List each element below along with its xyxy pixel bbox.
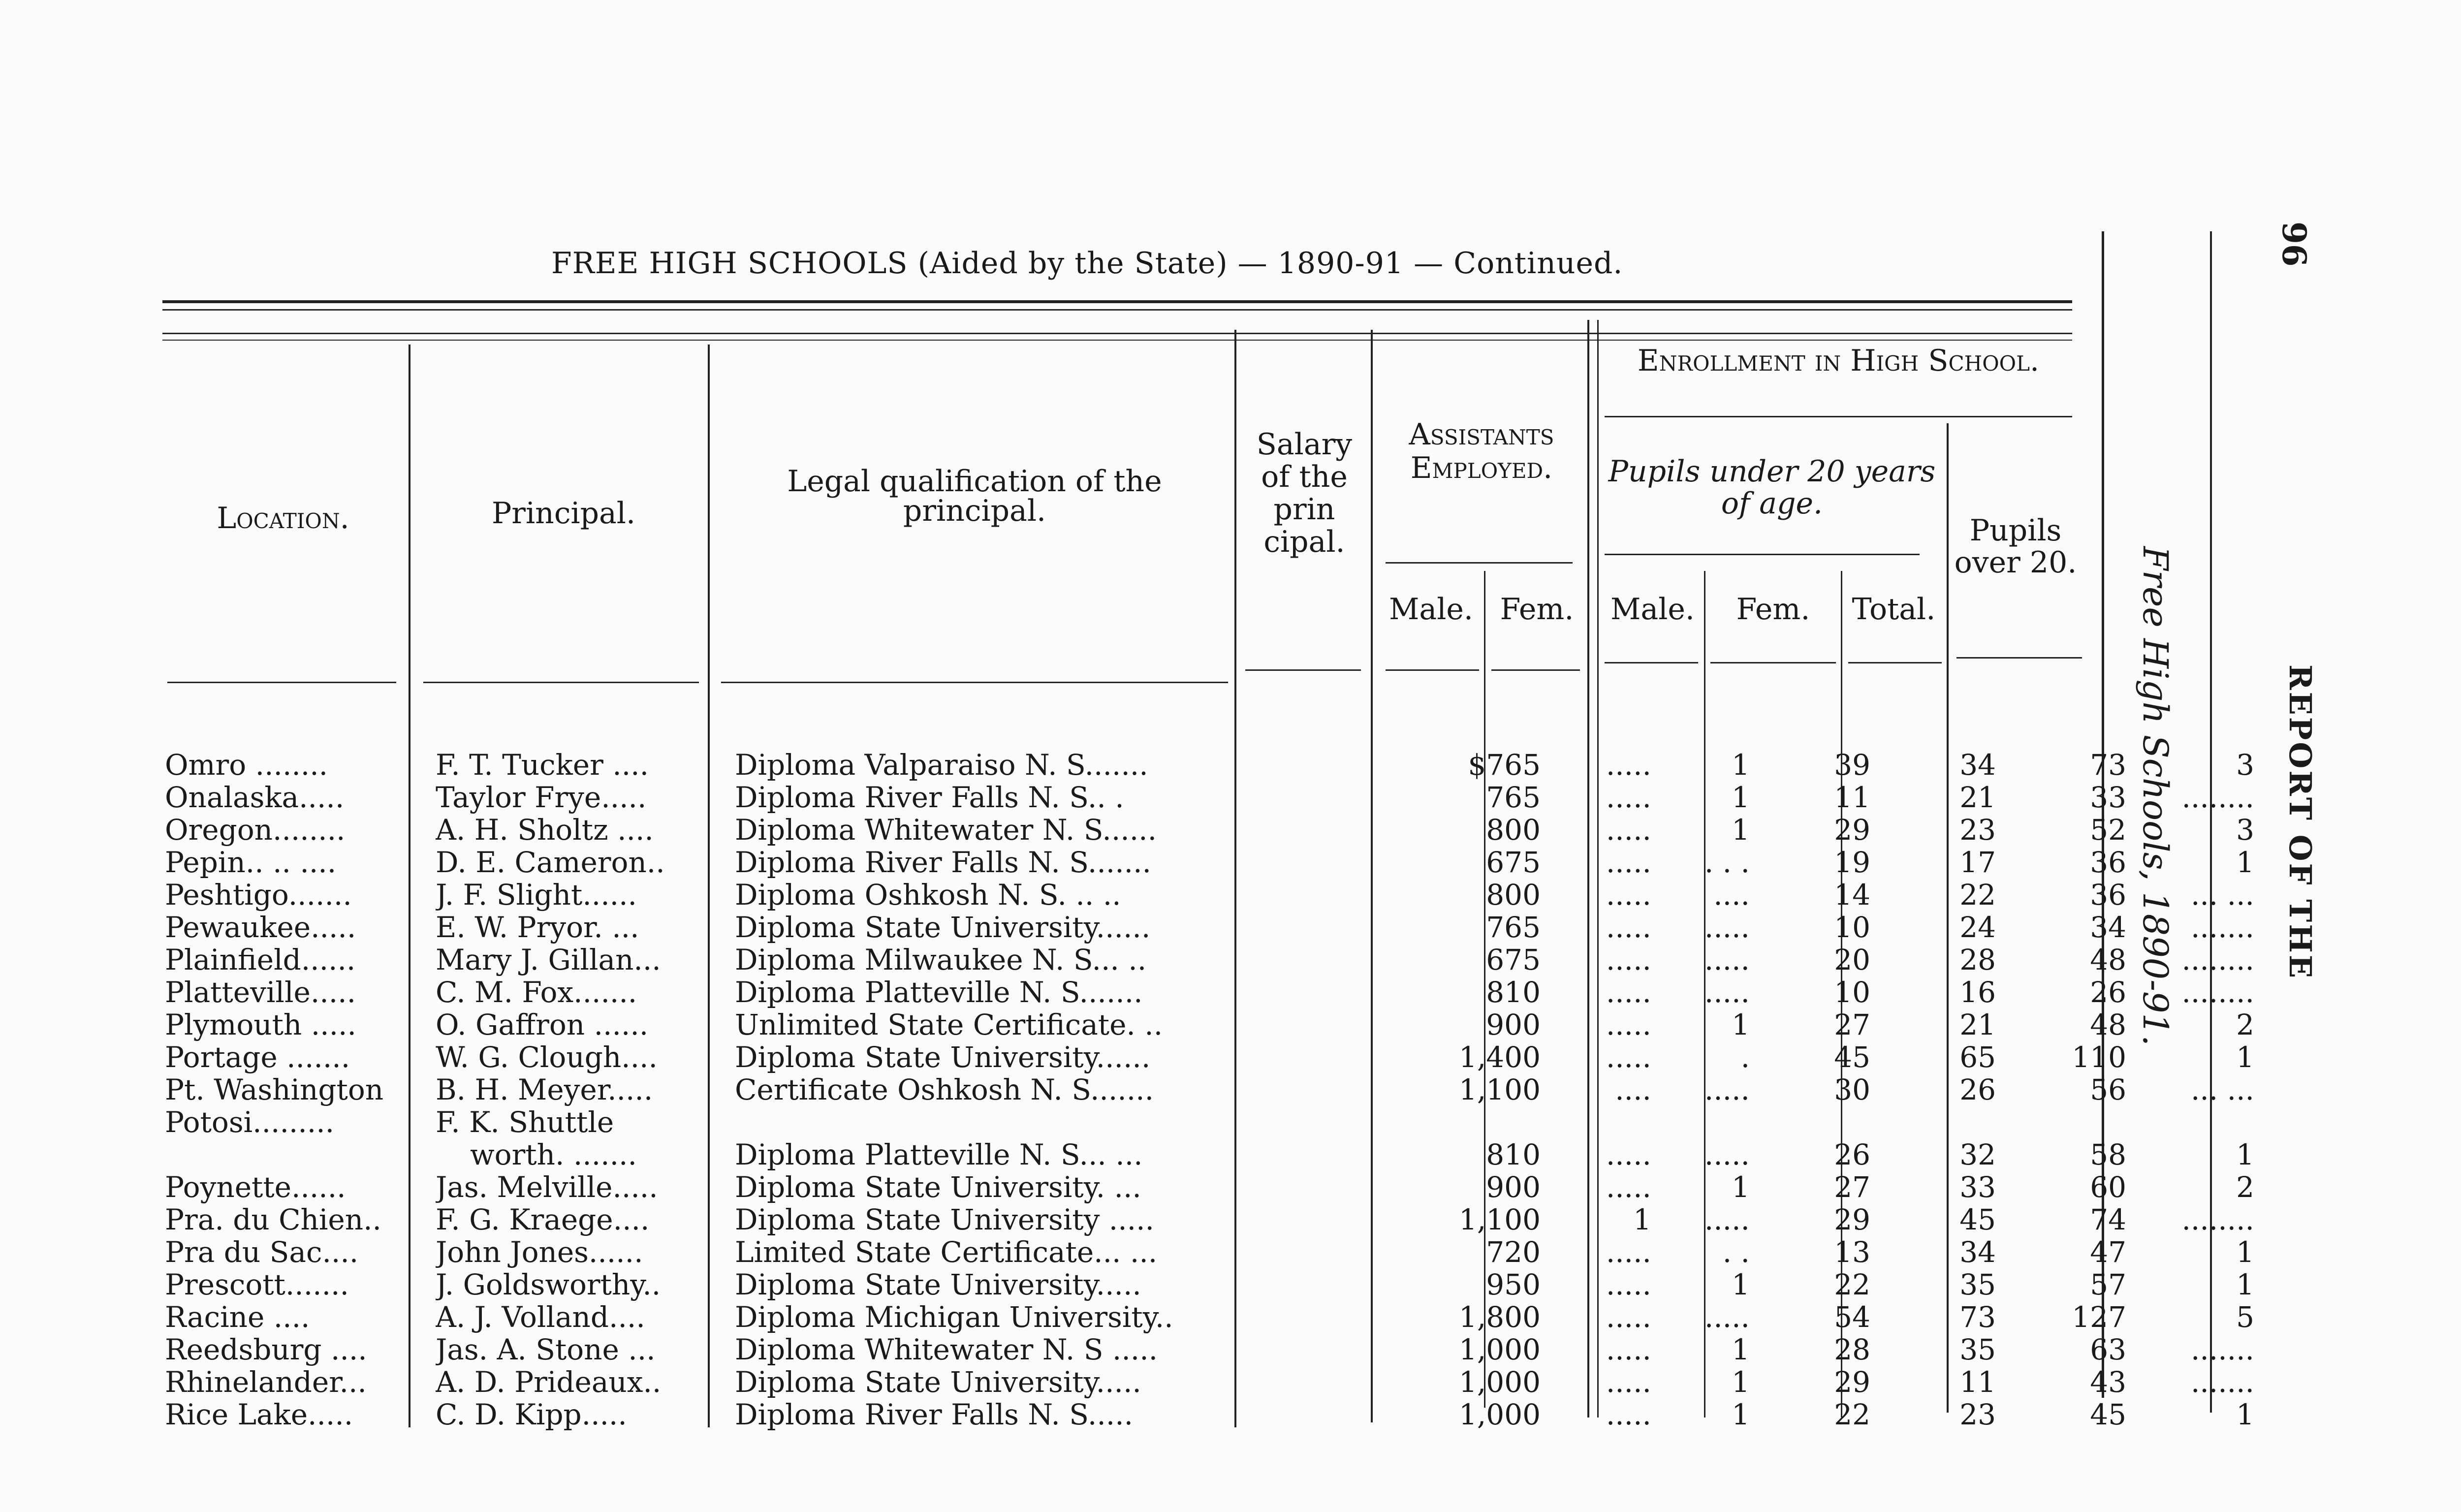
- assist-fem-cell: 1: [1732, 1008, 1750, 1041]
- enr-male-cell: 11: [1834, 781, 1870, 814]
- assist-male-cell: .....: [1606, 1268, 1651, 1301]
- salary-cell: 800: [1486, 878, 1541, 912]
- assist-fem-cell: 1: [1732, 813, 1750, 847]
- enr-male-cell: 39: [1834, 748, 1870, 782]
- enr-male-cell: 14: [1834, 878, 1870, 912]
- over20-cell: .......: [2190, 1333, 2254, 1366]
- qualification-cell: Diploma State University.....: [735, 1268, 1141, 1301]
- salary-cell: 900: [1486, 1008, 1541, 1041]
- principal-cell: John Jones......: [436, 1235, 643, 1269]
- over20-cell: 3: [2236, 813, 2254, 847]
- location-cell: Oregon........: [165, 813, 346, 847]
- enr-total-cell: 48: [2090, 943, 2126, 976]
- header-enrollment: Enrollment in High School.: [1637, 344, 2040, 378]
- principal-cell: J. F. Slight......: [436, 878, 637, 912]
- location-cell: Platteville.....: [165, 976, 356, 1009]
- header-bottom-rule: [1956, 657, 2082, 659]
- enr-male-cell: 29: [1834, 1365, 1870, 1399]
- table-row: [165, 1398, 2254, 1431]
- location-cell: Potosi.........: [165, 1105, 335, 1139]
- enr-fem-cell: 22: [1959, 878, 1996, 912]
- enr-total-cell: 33: [2090, 781, 2126, 814]
- over20-cell: 3: [2236, 748, 2254, 782]
- assist-male-cell: .....: [1606, 1008, 1651, 1041]
- header-assist-fem: Fem.: [1500, 592, 1574, 627]
- over20-cell: ........: [2181, 781, 2254, 814]
- salary-cell: 900: [1486, 1170, 1541, 1204]
- location-cell: Rhinelander...: [165, 1365, 367, 1399]
- location-cell: Pewaukee.....: [165, 911, 356, 944]
- qualification-cell: Diploma Oshkosh N. S. .. ..: [735, 878, 1121, 912]
- principal-cell: B. H. Meyer.....: [436, 1073, 653, 1106]
- enr-fem-cell: 35: [1959, 1268, 1996, 1301]
- enr-total-cell: 48: [2090, 1008, 2126, 1041]
- header-qualification-2: principal.: [903, 494, 1046, 528]
- over20-cell: 2: [2236, 1170, 2254, 1204]
- assist-male-cell: .....: [1606, 1333, 1651, 1366]
- report-title: REPORT OF THE: [2282, 664, 2318, 980]
- qualification-cell: Diploma Whitewater N. S .....: [735, 1333, 1158, 1366]
- page-number: 96: [2275, 221, 2313, 267]
- location-cell: Poynette......: [165, 1170, 346, 1204]
- over20-cell: 2: [2236, 1008, 2254, 1041]
- enr-total-cell: 110: [2072, 1040, 2126, 1074]
- table-row: [165, 1170, 2254, 1204]
- qualification-cell: Diploma Michigan University..: [735, 1300, 1173, 1334]
- table-row: [165, 1333, 2254, 1366]
- location-cell: Prescott.......: [165, 1268, 349, 1301]
- enr-fem-cell: 21: [1959, 781, 1996, 814]
- enr-male-cell: 10: [1834, 976, 1870, 1009]
- assist-fem-cell: .....: [1704, 1300, 1750, 1334]
- principal-cell: D. E. Cameron..: [436, 846, 665, 879]
- salary-cell: 765: [1486, 911, 1541, 944]
- table-row: [165, 1203, 2254, 1236]
- assist-fem-cell: 1: [1732, 1170, 1750, 1204]
- assist-fem-cell: .: [1740, 1040, 1750, 1074]
- assist-male-cell: .....: [1606, 878, 1651, 912]
- header-bottom-rule: [721, 682, 1228, 683]
- enr-male-cell: 30: [1834, 1073, 1870, 1106]
- table-row: [165, 1300, 2254, 1334]
- enr-total-cell: 74: [2090, 1203, 2126, 1236]
- assist-male-cell: .....: [1606, 813, 1651, 847]
- enr-total-cell: 43: [2090, 1365, 2126, 1399]
- qualification-cell: Diploma Platteville N. S.......: [735, 976, 1143, 1009]
- qualification-cell: Diploma River Falls N. S.....: [735, 1398, 1134, 1431]
- enr-fem-cell: 73: [1959, 1300, 1996, 1334]
- enr-total-cell: 127: [2072, 1300, 2126, 1334]
- qualification-cell: Diploma State University......: [735, 911, 1151, 944]
- enr-total-cell: 45: [2090, 1398, 2126, 1431]
- location-cell: Plainfield......: [165, 943, 356, 976]
- assist-fem-cell: 1: [1732, 1365, 1750, 1399]
- principal-cell: F. G. Kraege....: [436, 1203, 650, 1236]
- qualification-cell: Diploma State University......: [735, 1040, 1151, 1074]
- header-enr-fem: Fem.: [1736, 592, 1810, 627]
- enr-fem-cell: 26: [1959, 1073, 1996, 1106]
- header-over20-2: over 20.: [1954, 545, 2077, 580]
- over20-cell: ........: [2181, 1203, 2254, 1236]
- header-salary-2: of the: [1261, 460, 1348, 494]
- salary-cell: 1,400: [1458, 1040, 1541, 1074]
- principal-cell: A. H. Sholtz ....: [436, 813, 654, 847]
- enr-male-cell: 45: [1834, 1040, 1870, 1074]
- over20-cell: 5: [2236, 1300, 2254, 1334]
- table-row: [165, 781, 2254, 814]
- header-principal: Principal.: [491, 496, 636, 531]
- header-over20-1: Pupils: [1969, 513, 2062, 548]
- header-bottom-rule: [1245, 669, 1361, 671]
- title-rule: [162, 300, 2072, 303]
- header-rule: [1605, 416, 2072, 417]
- enr-male-cell: 19: [1834, 846, 1870, 879]
- assist-fem-cell: .....: [1704, 1073, 1750, 1106]
- principal-cell: Taylor Frye.....: [436, 781, 647, 814]
- header-bottom-rule: [1605, 662, 1698, 663]
- assist-male-cell: .....: [1606, 846, 1651, 879]
- location-cell: Pt. Washington: [165, 1073, 384, 1106]
- enr-total-cell: 47: [2090, 1235, 2126, 1269]
- enr-fem-cell: 16: [1959, 976, 1996, 1009]
- header-bottom-rule: [1386, 669, 1479, 671]
- principal-cell: Mary J. Gillan...: [436, 943, 661, 976]
- location-cell: Pra du Sac....: [165, 1235, 359, 1269]
- header-under20-2: of age.: [1721, 486, 1823, 521]
- principal-cell: F. K. Shuttle: [436, 1105, 614, 1139]
- table-row: [165, 1268, 2254, 1301]
- table-row: [165, 1008, 2254, 1041]
- enr-fem-cell: 45: [1959, 1203, 1996, 1236]
- header-under20-1: Pupils under 20 years: [1608, 454, 1936, 489]
- enr-male-cell: 28: [1834, 1333, 1870, 1366]
- principal-cell: F. T. Tucker ....: [436, 748, 649, 782]
- enr-male-cell: 54: [1834, 1300, 1870, 1334]
- salary-cell: 800: [1486, 813, 1541, 847]
- enr-fem-cell: 35: [1959, 1333, 1996, 1366]
- header-salary-3: prin: [1273, 492, 1335, 527]
- qualification-cell: Diploma Milwaukee N. S... ..: [735, 943, 1147, 976]
- enr-fem-cell: 23: [1959, 813, 1996, 847]
- header-assistants-2: Employed.: [1410, 451, 1553, 485]
- principal-cell: C. D. Kipp.....: [436, 1398, 627, 1431]
- enr-fem-cell: 34: [1959, 748, 1996, 782]
- principal-cell: C. M. Fox.......: [436, 976, 637, 1009]
- assist-fem-cell: 1: [1732, 1268, 1750, 1301]
- table-row: [165, 1365, 2254, 1399]
- qualification-cell: Diploma Whitewater N. S......: [735, 813, 1157, 847]
- header-enr-male: Male.: [1610, 592, 1695, 627]
- enr-total-cell: 60: [2090, 1170, 2126, 1204]
- salary-cell: 1,000: [1458, 1333, 1541, 1366]
- enr-male-cell: 22: [1834, 1268, 1870, 1301]
- assist-male-cell: .....: [1606, 781, 1651, 814]
- enr-male-cell: 27: [1834, 1008, 1870, 1041]
- running-title: Free High Schools, 1890-91.: [2135, 546, 2176, 1046]
- enr-total-cell: 52: [2090, 813, 2126, 847]
- table-top-rule-2: [162, 340, 2072, 341]
- salary-cell: 1,800: [1458, 1300, 1541, 1334]
- assist-male-cell: .....: [1606, 943, 1651, 976]
- over20-cell: ... ...: [2190, 1073, 2254, 1106]
- table-top-rule: [162, 333, 2072, 334]
- assist-fem-cell: .....: [1704, 943, 1750, 976]
- table-row: [165, 1040, 2254, 1074]
- enr-male-cell: 29: [1834, 1203, 1870, 1236]
- assist-male-cell: .....: [1606, 1138, 1651, 1171]
- header-bottom-rule: [1710, 662, 1836, 663]
- assist-fem-cell: . . .: [1704, 846, 1750, 879]
- header-qualification-1: Legal qualification of the: [787, 464, 1162, 499]
- page-title: FREE HIGH SCHOOLS (Aided by the State) — 1890-91 — Continued.: [551, 246, 1623, 281]
- table-row: [165, 878, 2254, 912]
- qualification-cell: Diploma State University .....: [735, 1203, 1154, 1236]
- enr-fem-cell: 65: [1959, 1040, 1996, 1074]
- table-row: [165, 1235, 2254, 1269]
- assist-fem-cell: 1: [1732, 781, 1750, 814]
- over20-cell: 1: [2236, 1040, 2254, 1074]
- header-bottom-rule: [1848, 662, 1942, 663]
- enr-male-cell: 29: [1834, 813, 1870, 847]
- assist-fem-cell: .....: [1704, 1138, 1750, 1171]
- salary-cell: $765: [1468, 748, 1541, 782]
- assist-male-cell: .....: [1606, 976, 1651, 1009]
- enr-male-cell: 10: [1834, 911, 1870, 944]
- over20-cell: ........: [2181, 976, 2254, 1009]
- enr-total-cell: 73: [2090, 748, 2126, 782]
- enr-fem-cell: 34: [1959, 1235, 1996, 1269]
- header-salary-4: cipal.: [1263, 525, 1345, 559]
- salary-cell: 1,100: [1458, 1203, 1541, 1236]
- location-cell: Reedsburg ....: [165, 1333, 367, 1366]
- salary-cell: 1,000: [1458, 1398, 1541, 1431]
- principal-cell: O. Gaffron ......: [436, 1008, 649, 1041]
- over20-cell: 1: [2236, 1138, 2254, 1171]
- assist-fem-cell: 1: [1732, 1398, 1750, 1431]
- assist-fem-cell: 1: [1732, 748, 1750, 782]
- principal-cell: A. D. Prideaux..: [436, 1365, 662, 1399]
- location-cell: Onalaska.....: [165, 781, 345, 814]
- assist-fem-cell: .....: [1704, 911, 1750, 944]
- table-row: [165, 748, 2254, 782]
- qualification-cell: Diploma River Falls N. S.. .: [735, 781, 1124, 814]
- location-cell: Omro ........: [165, 748, 328, 782]
- assist-fem-cell: .....: [1704, 976, 1750, 1009]
- location-cell: Pra. du Chien..: [165, 1203, 381, 1236]
- principal-cell: A. J. Volland....: [436, 1300, 645, 1334]
- over20-cell: 1: [2236, 846, 2254, 879]
- salary-cell: 1,000: [1458, 1365, 1541, 1399]
- header-assistants-1: Assistants: [1409, 417, 1554, 452]
- salary-cell: 1,100: [1458, 1073, 1541, 1106]
- assist-male-cell: 1: [1633, 1203, 1651, 1236]
- header-bottom-rule: [423, 682, 699, 683]
- table-row: [165, 976, 2254, 1009]
- principal-cell-continued: worth. .......: [470, 1138, 637, 1171]
- principal-cell: W. G. Clough....: [436, 1040, 658, 1074]
- header-assist-male: Male.: [1389, 592, 1473, 627]
- location-cell: Portage .......: [165, 1040, 350, 1074]
- location-cell: Rice Lake.....: [165, 1398, 353, 1431]
- assist-male-cell: .....: [1606, 1365, 1651, 1399]
- salary-cell: 810: [1486, 1138, 1541, 1171]
- table-row: [165, 1105, 2254, 1171]
- salary-cell: 720: [1486, 1235, 1541, 1269]
- salary-cell: 765: [1486, 781, 1541, 814]
- title-rule-2: [162, 309, 2072, 311]
- enr-male-cell: 13: [1834, 1235, 1870, 1269]
- header-rule: [1386, 562, 1573, 564]
- enr-total-cell: 58: [2090, 1138, 2126, 1171]
- table-row: [165, 911, 2254, 944]
- header-bottom-rule: [1491, 669, 1580, 671]
- assist-male-cell: ....: [1615, 1073, 1651, 1106]
- enr-fem-cell: 23: [1959, 1398, 1996, 1431]
- qualification-cell: Diploma State University.....: [735, 1365, 1141, 1399]
- assist-fem-cell: . .: [1722, 1235, 1750, 1269]
- salary-cell: 675: [1486, 943, 1541, 976]
- qualification-cell: Diploma Platteville N. S... ...: [735, 1138, 1143, 1171]
- header-bottom-rule: [167, 682, 396, 683]
- principal-cell: Jas. A. Stone ...: [436, 1333, 656, 1366]
- enr-total-cell: 57: [2090, 1268, 2126, 1301]
- enr-total-cell: 63: [2090, 1333, 2126, 1366]
- header-location: Location.: [217, 501, 349, 536]
- over20-cell: .......: [2190, 1365, 2254, 1399]
- enr-male-cell: 20: [1834, 943, 1870, 976]
- qualification-cell: Limited State Certificate... ...: [735, 1235, 1158, 1269]
- enr-fem-cell: 33: [1959, 1170, 1996, 1204]
- enr-total-cell: 36: [2090, 846, 2126, 879]
- assist-fem-cell: 1: [1732, 1333, 1750, 1366]
- enr-total-cell: 36: [2090, 878, 2126, 912]
- enr-fem-cell: 32: [1959, 1138, 1996, 1171]
- table-row: [165, 1073, 2254, 1106]
- enr-male-cell: 27: [1834, 1170, 1870, 1204]
- salary-cell: 810: [1486, 976, 1541, 1009]
- principal-cell: Jas. Melville.....: [436, 1170, 658, 1204]
- qualification-cell: Diploma State University. ...: [735, 1170, 1141, 1204]
- header-salary-1: Salary: [1256, 427, 1353, 462]
- over20-cell: ........: [2181, 943, 2254, 976]
- salary-cell: 950: [1486, 1268, 1541, 1301]
- enr-fem-cell: 11: [1959, 1365, 1996, 1399]
- salary-cell: 675: [1486, 846, 1541, 879]
- over20-cell: 1: [2236, 1268, 2254, 1301]
- qualification-cell: Diploma River Falls N. S.......: [735, 846, 1151, 879]
- qualification-cell: Diploma Valparaiso N. S.......: [735, 748, 1148, 782]
- table-row: [165, 846, 2254, 879]
- assist-male-cell: .....: [1606, 1300, 1651, 1334]
- assist-male-cell: .....: [1606, 1235, 1651, 1269]
- assist-male-cell: .....: [1606, 748, 1651, 782]
- enr-total-cell: 56: [2090, 1073, 2126, 1106]
- enr-fem-cell: 28: [1959, 943, 1996, 976]
- qualification-cell: Unlimited State Certificate. ..: [735, 1008, 1163, 1041]
- assist-male-cell: .....: [1606, 1398, 1651, 1431]
- enr-male-cell: 22: [1834, 1398, 1870, 1431]
- principal-cell: J. Goldsworthy..: [436, 1268, 661, 1301]
- over20-cell: ... ...: [2190, 878, 2254, 912]
- location-cell: Plymouth .....: [165, 1008, 356, 1041]
- assist-male-cell: .....: [1606, 1040, 1651, 1074]
- location-cell: Pepin.. .. ....: [165, 846, 337, 879]
- enr-fem-cell: 24: [1959, 911, 1996, 944]
- enr-male-cell: 26: [1834, 1138, 1870, 1171]
- enr-fem-cell: 17: [1959, 846, 1996, 879]
- table-row: [165, 943, 2254, 976]
- assist-male-cell: .....: [1606, 911, 1651, 944]
- principal-cell: E. W. Pryor. ...: [436, 911, 639, 944]
- over20-cell: 1: [2236, 1398, 2254, 1431]
- header-enr-total: Total.: [1852, 592, 1936, 627]
- over20-cell: 1: [2236, 1235, 2254, 1269]
- location-cell: Racine ....: [165, 1300, 310, 1334]
- enr-fem-cell: 21: [1959, 1008, 1996, 1041]
- over20-cell: .......: [2190, 911, 2254, 944]
- enr-total-cell: 34: [2090, 911, 2126, 944]
- assist-fem-cell: ....: [1713, 878, 1750, 912]
- assist-fem-cell: .....: [1704, 1203, 1750, 1236]
- enr-total-cell: 26: [2090, 976, 2126, 1009]
- qualification-cell: Certificate Oshkosh N. S.......: [735, 1073, 1154, 1106]
- assist-male-cell: .....: [1606, 1170, 1651, 1204]
- header-rule: [1605, 554, 1920, 555]
- table-row: [165, 813, 2254, 847]
- location-cell: Peshtigo.......: [165, 878, 352, 912]
